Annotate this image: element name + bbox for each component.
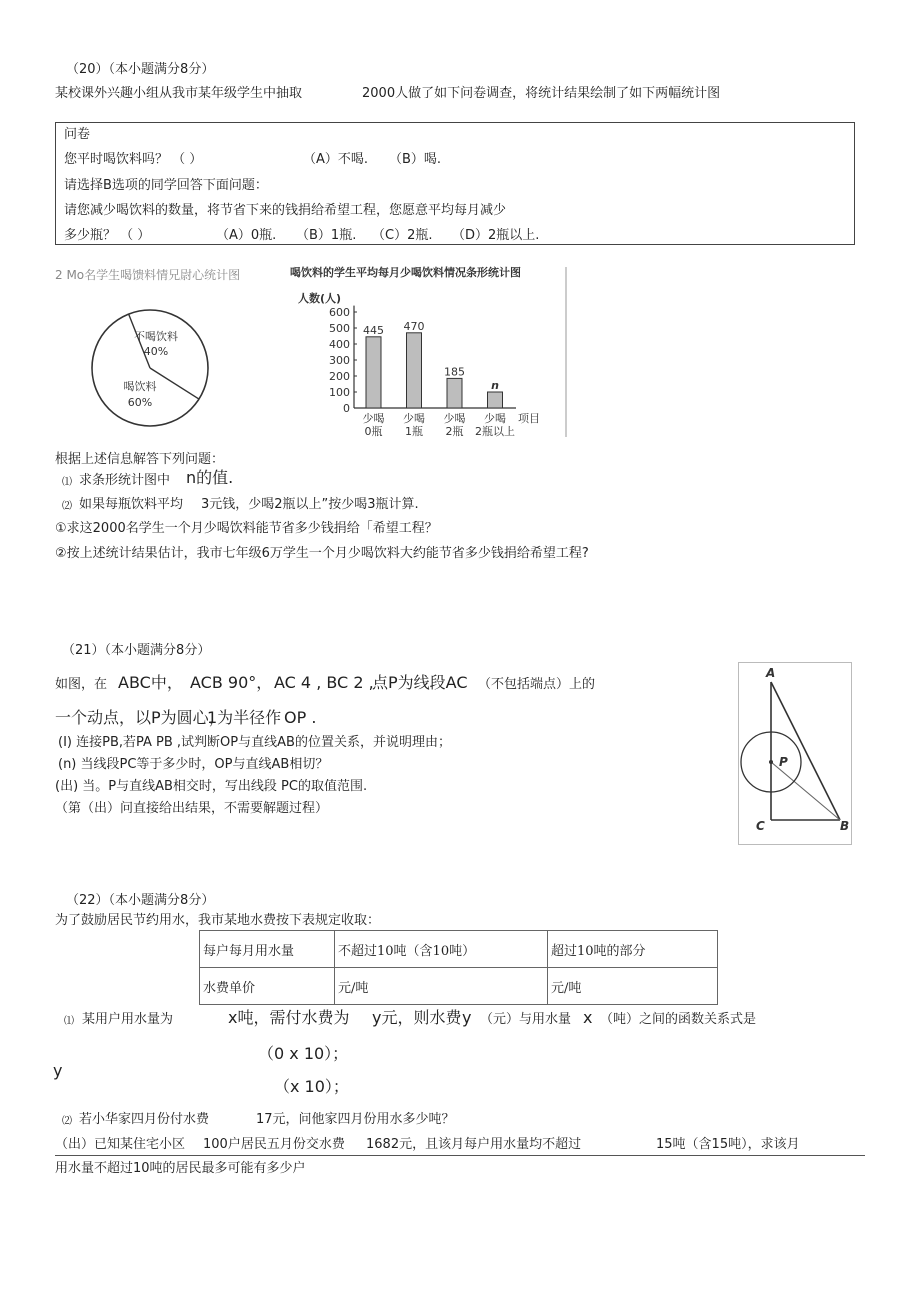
bar-value-label: 445 (363, 323, 384, 337)
bar-value-label: 470 (403, 319, 425, 333)
bar-chart (288, 265, 568, 440)
bar-2 (447, 378, 462, 408)
bar-value-label: 185 (444, 365, 465, 379)
bar-category-label: 少喝 (443, 412, 466, 425)
label-a: A (766, 666, 776, 680)
q21-l2-b: 1为半径作 (207, 708, 282, 727)
q22-intro: 为了鼓励居民节约用水，我市某地水费按下表规定收取： (55, 913, 381, 928)
table-cell: 超过10吨的部分 (548, 931, 718, 968)
q21-part1: (I) 连接PB,若PA PB ,试判断OP与直线AB的位置关系，并说明理由； (58, 735, 451, 750)
bar-category-label: 少喝 (362, 412, 385, 425)
geometry-figure (738, 662, 852, 845)
q20-p1-b: n的值. (186, 468, 234, 487)
table-cell: 元/吨 (548, 968, 718, 1005)
bar-y-tick-label: 100 (329, 386, 350, 399)
survey-q4-b: （B）1瓶. (296, 228, 357, 243)
survey-q1-b: （B）喝. (389, 152, 442, 167)
bar-3 (488, 392, 503, 408)
bar-1 (407, 333, 422, 408)
q21-l1-b: ABC中， (118, 673, 183, 692)
water-fee-table (199, 930, 718, 1005)
bar-y-tick-label: 0 (343, 402, 350, 415)
q21-l1-a: 如图，在 (55, 677, 108, 692)
q22-p3-a: （出）已知某住宅小区 (55, 1137, 186, 1152)
table-cell: 不超过10吨（含10吨） (335, 931, 548, 968)
q22-p2-a: 若小华家四月份付水费 (79, 1112, 210, 1127)
q22-case1: （0 x 10）； (258, 1044, 349, 1063)
q22-p1-e: （元）与用水量 (480, 1012, 572, 1027)
q22-p3-c: 1682元，且该月每户用水量均不超过 (366, 1137, 582, 1152)
q22-p3-d: 15吨（含15吨），求该月 (656, 1137, 800, 1152)
survey-title: 问卷 (64, 127, 91, 142)
pie-label-no-drink: 不喝饮料 (134, 330, 178, 343)
q22-p3-e: 用水量不超过10吨的居民最多可能有多少户 (55, 1161, 306, 1176)
label-c: C (756, 819, 765, 833)
q20-p2-a: 如果每瓶饮料平均 (79, 497, 184, 512)
q22-p1-b: x吨，需付水费为 (228, 1008, 350, 1027)
q21-note: （第（出）问直接给出结果，不需要解题过程） (55, 801, 329, 816)
survey-q1: 您平时喝饮料吗？ （ ） (64, 152, 203, 167)
q22-y-label: y (53, 1061, 63, 1080)
bar-y-label: 人数(人) (298, 292, 342, 305)
table-cell: 每户每月用水量 (200, 931, 335, 968)
bar-category-label: 1瓶 (405, 425, 423, 438)
q21-l1-f: （不包括端点）上的 (478, 677, 596, 692)
q21-l2-c: OP . (284, 708, 317, 727)
survey-q3: 请您减少喝饮料的数量，将节省下来的钱捐给希望工程，您愿意平均每月减少 (64, 203, 507, 218)
figure-frame (739, 663, 852, 845)
bar-category-label: 2瓶以上 (475, 425, 515, 438)
table-cell: 元/吨 (335, 968, 548, 1005)
point-p (769, 760, 773, 764)
q22-p1-f: x (583, 1008, 593, 1027)
bar-0 (366, 337, 381, 408)
q20-intro-a: 某校课外兴趣小组从我市某年级学生中抽取 (55, 86, 303, 101)
bar-y-tick-label: 300 (329, 354, 350, 367)
survey-q4: 多少瓶？ （ ） (64, 228, 151, 243)
bar-chart-title: 喝饮料的学生平均每月少喝饮料情况条形统计图 (290, 266, 521, 279)
pie-label-drink: 喝饮料 (123, 380, 157, 393)
q22-p1-num: ⑴ (64, 1016, 74, 1027)
bar-category-label: 少喝 (403, 412, 425, 425)
q20-p2-i: ①求这2000名学生一个月少喝饮料能节省多少钱捐给「希望工程？ (55, 521, 438, 536)
q22-p1-d: y (462, 1008, 472, 1027)
q21-part3: (出) 当。P与直线AB相交时，写出线段 PC的取值范围. (55, 779, 368, 794)
survey-q4-a: （A）0瓶. (216, 228, 277, 243)
bar-value-label: n (491, 379, 499, 392)
q21-l1-d: AC 4 , BC 2 , (274, 673, 374, 692)
bar-y-tick-label: 200 (329, 370, 350, 383)
q20-p2-b: 3元钱，少喝2瓶以上”按少喝3瓶计算. (201, 497, 419, 512)
bar-category-label: 2瓶 (445, 425, 464, 438)
q20-p1-a: 求条形统计图中 (79, 473, 171, 488)
bar-category-label: 0瓶 (364, 425, 383, 438)
q22-p2-num: ⑵ (62, 1116, 72, 1127)
q22-p3-b: 100户居民五月份交水费 (203, 1137, 345, 1152)
label-p: P (779, 755, 788, 769)
table-row (200, 931, 718, 968)
bar-y-tick-label: 400 (329, 338, 350, 351)
q21-l1-e: 点P为线段AC (372, 673, 468, 692)
q21-part2: (n) 当线段PC等于多少时，OP与直线AB相切？ (58, 757, 329, 772)
table-row (200, 968, 718, 1005)
survey-q4-c: （C）2瓶. (372, 228, 433, 243)
bar-x-label: 项目 (518, 412, 540, 425)
bar-y-tick-label: 600 (329, 306, 350, 319)
q21-l1-c: ACB 90°， (190, 673, 273, 692)
divider-line (55, 1155, 865, 1156)
segment-ab (771, 682, 840, 820)
pie-pct-drink: 60% (127, 396, 153, 409)
q20-questions-intro: 根据上述信息解答下列问题： (55, 452, 225, 467)
q20-p1-num: ⑴ (62, 477, 72, 488)
q20-intro-b: 2000人做了如下问卷调查，将统计结果绘制了如下两幅统计图 (362, 86, 721, 101)
q22-case2: （x 10）； (274, 1077, 349, 1096)
q20-header: （20）（本小题满分8分） (66, 62, 215, 77)
q21-l2-a: 一个动点，以P为圆心， (55, 708, 225, 727)
bar-category-label: 少喝 (484, 412, 506, 425)
q21-header: （21）（本小题满分8分） (62, 643, 211, 658)
q22-header: （22）（本小题满分8分） (66, 893, 215, 908)
pie-chart (90, 300, 215, 425)
survey-q4-d: （D）2瓶以上. (452, 228, 540, 243)
q20-p2-ii: ②按上述统计结果估计，我市七年级6万学生一个月少喝饮料大约能节省多少钱捐给希望工程? (55, 546, 589, 561)
q22-p1-c: y元，则水费 (372, 1008, 462, 1027)
pie-chart-title: 2 Mo名学生喝馈料情兄尉心统计图 (55, 268, 241, 282)
pie-pct-no-drink: 40% (143, 345, 169, 358)
survey-q1-a: （A）不喝. (303, 152, 369, 167)
bar-y-tick-label: 500 (329, 322, 350, 335)
q22-p1-g: （吨）之间的函数关系式是 (600, 1012, 757, 1027)
survey-q2: 请选择B选项的同学回答下面问题： (64, 178, 268, 193)
q22-p1-a: 某用户用水量为 (82, 1012, 174, 1027)
label-b: B (840, 819, 850, 833)
q22-p2-b: 17元，问他家四月份用水多少吨？ (256, 1112, 455, 1127)
table-cell: 水费单价 (200, 968, 335, 1005)
q20-p2-num: ⑵ (62, 501, 72, 512)
segment-pb (771, 762, 840, 820)
